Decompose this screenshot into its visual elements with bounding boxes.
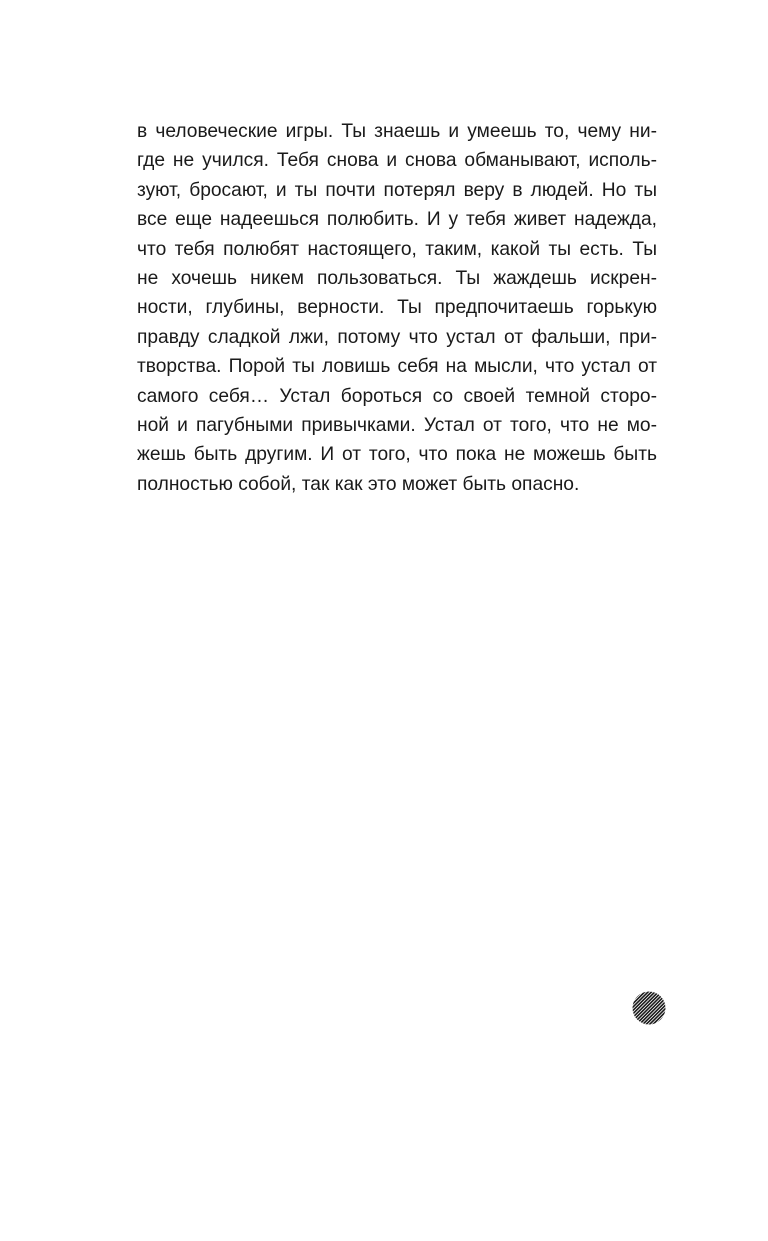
text-line: где не учился. Тебя снова и снова обманывают, исполь-	[137, 150, 657, 172]
text-line: не хочешь никем пользоваться. Ты жаждешь искрен-	[137, 267, 657, 289]
text-line: зуют, бросают, и ты почти потерял веру в людей. Но ты	[137, 179, 657, 201]
text-line: творства. Порой ты ловишь себя на мысли, что устал от	[137, 356, 657, 378]
text-line: ной и пагубными привычками. Устал от того, что не мо-	[137, 414, 657, 436]
text-line: правду сладкой лжи, потому что устал от фальши, при-	[137, 326, 657, 348]
text-line: жешь быть другим. И от того, что пока не можешь быть	[137, 444, 657, 466]
text-line: самого себя… Устал бороться со своей темной сторо-	[137, 385, 657, 407]
text-line: полностью собой, так как это может быть опасно.	[137, 473, 580, 495]
body-text	[137, 117, 657, 499]
text-line: ности, глубины, верности. Ты предпочитаешь горькую	[137, 297, 657, 319]
text-line: все еще надеешься полюбить. И у тебя живет надежда,	[137, 209, 657, 231]
hatched-circle-icon	[632, 991, 666, 1025]
text-line: в человеческие игры. Ты знаешь и умеешь то, чему ни-	[137, 121, 657, 142]
text-line: что тебя полюбят настоящего, таким, какой ты есть. Ты	[137, 238, 657, 260]
